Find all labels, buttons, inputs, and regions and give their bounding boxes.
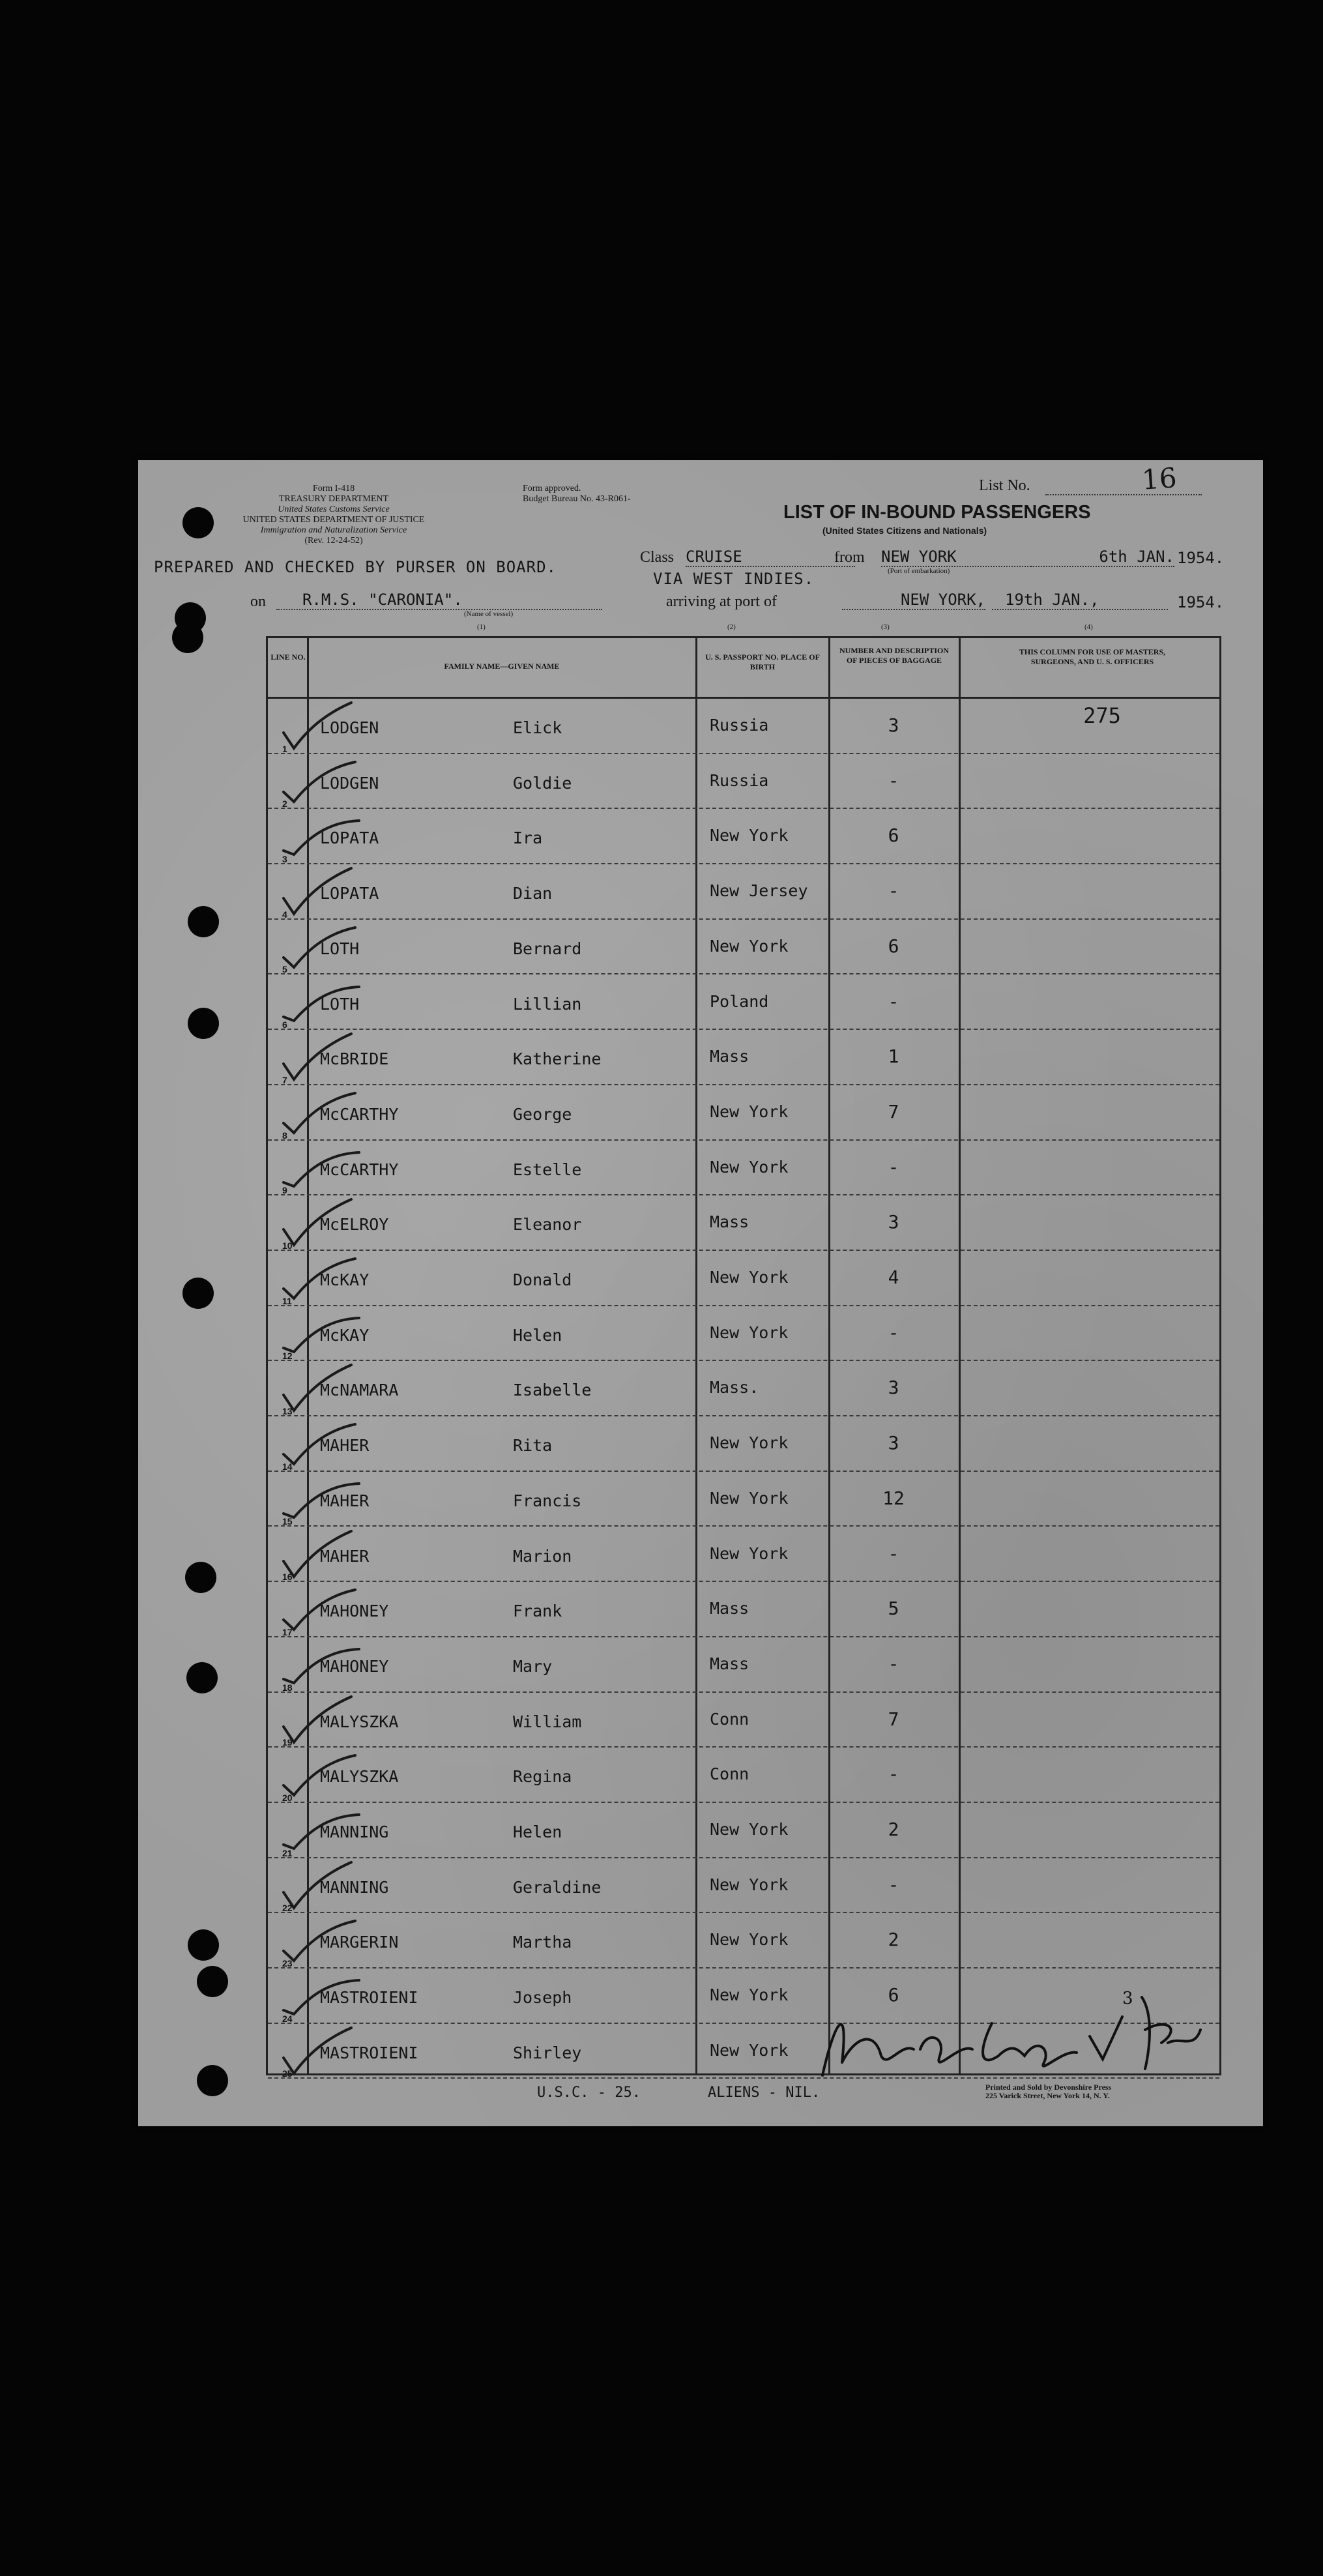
col-header-passport: U. S. PASSPORT NO. PLACE OF BIRTH (705, 652, 820, 671)
col-2-number: (2) (727, 623, 736, 631)
place-of-birth: New York (710, 826, 789, 845)
place-of-birth: New Jersey (710, 881, 808, 901)
table-row (268, 1251, 1219, 1306)
place-of-birth: New York (710, 1820, 789, 1839)
vessel-note: (Name of vessel) (464, 610, 514, 618)
col-header-line-no: LINE NO. (270, 652, 306, 662)
family-name: McNAMARA (320, 1381, 399, 1400)
place-of-birth: Mass (710, 1047, 749, 1066)
baggage-count: 3 (888, 1211, 899, 1233)
binder-hole (182, 1278, 214, 1309)
svg-text:3: 3 (1122, 1989, 1133, 2008)
family-name: MAHER (320, 1436, 370, 1456)
table-row (268, 1693, 1219, 1748)
place-of-birth: Conn (710, 1764, 749, 1784)
family-name: LODGEN (320, 773, 379, 793)
place-of-birth: Mass (710, 1654, 749, 1673)
baggage-count: 7 (888, 1708, 899, 1730)
printer-line-1: Printed and Sold by Devonshire Press (985, 2083, 1112, 2092)
from-label: from (834, 549, 865, 566)
table-row (268, 1472, 1219, 1527)
binder-hole (186, 1662, 218, 1693)
given-name: Joseph (513, 1988, 572, 2008)
form-approval (523, 484, 631, 505)
year-prefix: 19 (1177, 593, 1196, 611)
col-header-baggage: NUMBER AND DESCRIPTION OF PIECES OF BAGGAGE (839, 646, 950, 665)
prepared-line: PREPARED AND CHECKED BY PURSER ON BOARD. (154, 558, 557, 576)
given-name: Mary (513, 1656, 553, 1676)
table-row (268, 1361, 1219, 1416)
family-name: LOPATA (320, 884, 379, 903)
given-name: Goldie (513, 773, 572, 793)
year-prefix: 19 (1177, 549, 1196, 567)
approved-label: Form approved. (523, 484, 581, 493)
table-row (268, 1416, 1219, 1472)
given-name: William (513, 1712, 582, 1731)
baggage-count: 2 (888, 1929, 899, 1951)
line-number: 25 (282, 2068, 293, 2079)
line-number: 22 (282, 1903, 293, 1914)
justice-label: UNITED STATES DEPARTMENT OF JUSTICE (242, 515, 425, 525)
family-name: LODGEN (320, 718, 379, 737)
line-number: 8 (282, 1130, 287, 1141)
vessel-name: R.M.S. "CARONIA". (276, 591, 602, 610)
table-row (268, 864, 1219, 920)
table-row (268, 1195, 1219, 1251)
line-number: 23 (282, 1958, 293, 1969)
manifest-title: LIST OF IN-BOUND PASSENGERS (783, 502, 1091, 523)
given-name: Geraldine (513, 1877, 602, 1897)
line-number: 12 (282, 1351, 293, 1362)
place-of-birth: Russia (710, 770, 769, 790)
baggage-count: 6 (888, 1984, 899, 2006)
given-name: Donald (513, 1270, 572, 1289)
given-name: Marion (513, 1546, 572, 1566)
family-name: McCARTHY (320, 1160, 399, 1179)
col-header-officers: THIS COLUMN FOR USE OF MASTERS, SURGEONS, AND U. S. OFFICERS (1019, 647, 1166, 666)
baggage-count: 2 (888, 1819, 899, 1840)
family-name: MALYSZKA (320, 1712, 399, 1731)
place-of-birth: New York (710, 1157, 789, 1177)
family-name: MARGERIN (320, 1933, 399, 1952)
table-row (268, 1913, 1219, 1969)
table-row (268, 809, 1219, 864)
family-name: MANNING (320, 1877, 389, 1897)
place-of-birth: New York (710, 1985, 789, 2005)
table-row (268, 1803, 1219, 1858)
line-number: 7 (282, 1074, 287, 1085)
manifest-subtitle: (United States Citizens and Nationals) (822, 525, 987, 536)
depart-year (1177, 549, 1224, 567)
line-number: 18 (282, 1682, 293, 1693)
family-name: McKAY (320, 1270, 370, 1289)
family-name: McCARTHY (320, 1104, 399, 1124)
customs-label: United States Customs Service (278, 505, 390, 514)
given-name: George (513, 1104, 572, 1124)
revision-label: (Rev. 12-24-52) (304, 536, 363, 546)
via-line: VIA WEST INDIES. (653, 570, 815, 588)
family-name: MAHONEY (320, 1602, 389, 1621)
form-number: Form I-418 (312, 484, 355, 493)
place-of-birth: New York (710, 1433, 789, 1453)
family-name: MAHER (320, 1491, 370, 1510)
passenger-table (266, 636, 1221, 2079)
line-number: 16 (282, 1572, 293, 1583)
place-of-birth: Poland (710, 991, 769, 1011)
on-label: on (250, 593, 266, 610)
baggage-count: - (888, 1763, 899, 1785)
list-no-line (1045, 494, 1202, 495)
treasury-label: TREASURY DEPARTMENT (278, 494, 389, 504)
place-of-birth: Mass. (710, 1378, 759, 1398)
table-row (268, 1030, 1219, 1085)
line-number: 1 (282, 743, 287, 754)
manifest-page (138, 460, 1263, 2126)
given-name: Dian (513, 884, 553, 903)
list-no-label: List No. (979, 477, 1030, 494)
baggage-count: 4 (888, 1266, 899, 1288)
from-value: NEW YORK (881, 548, 1031, 567)
place-of-birth: New York (710, 1544, 789, 1563)
year-suffix: 54. (1195, 549, 1225, 567)
baggage-count: 6 (888, 935, 899, 957)
table-row (268, 1637, 1219, 1693)
given-name: Shirley (513, 2043, 582, 2062)
line-number: 17 (282, 1626, 293, 1637)
baggage-count: 7 (888, 1100, 899, 1122)
line-number: 14 (282, 1461, 293, 1472)
place-of-birth: New York (710, 1323, 789, 1342)
family-name: LOPATA (320, 828, 379, 848)
family-name: LOTH (320, 939, 360, 958)
baggage-count: 5 (888, 1598, 899, 1620)
line-number: 3 (282, 854, 287, 865)
given-name: Ira (513, 828, 543, 848)
table-row (268, 975, 1219, 1031)
family-name: McKAY (320, 1325, 370, 1345)
binder-hole (182, 507, 214, 538)
family-name: LOTH (320, 994, 360, 1014)
list-no-value: 16 (1141, 461, 1178, 496)
binder-hole (188, 1008, 219, 1039)
col-4-number: (4) (1084, 623, 1093, 631)
baggage-count: 6 (888, 825, 899, 847)
baggage-count: - (888, 1873, 899, 1895)
budget-label: Budget Bureau No. 43-R061- (523, 494, 631, 504)
footer-usc: U.S.C. - 25. (537, 2085, 641, 2101)
arrive-year (1177, 593, 1224, 611)
baggage-count: - (888, 1652, 899, 1675)
baggage-count: 3 (888, 714, 899, 736)
table-row (268, 1527, 1219, 1583)
given-name: Elick (513, 718, 562, 737)
line-number: 10 (282, 1240, 293, 1251)
ins-label: Immigration and Naturalization Service (260, 525, 407, 535)
given-name: Eleanor (513, 1215, 582, 1235)
family-name: McBRIDE (320, 1049, 389, 1069)
baggage-count: - (888, 769, 899, 791)
line-number: 15 (282, 1516, 293, 1527)
given-name: Estelle (513, 1160, 582, 1179)
form-agency-block (236, 484, 431, 546)
given-name: Isabelle (513, 1381, 592, 1400)
place-of-birth: Mass (710, 1212, 749, 1232)
family-name: MAHONEY (320, 1656, 389, 1676)
baggage-count: - (888, 880, 899, 902)
printer-line-2: 225 Varick Street, New York 14, N. Y. (985, 2091, 1110, 2100)
place-of-birth: New York (710, 1875, 789, 1894)
line-number: 9 (282, 1185, 287, 1196)
line-number: 21 (282, 1847, 293, 1858)
baggage-count: 1 (888, 1046, 899, 1068)
binder-hole (197, 2065, 228, 2096)
table-row (268, 920, 1219, 975)
baggage-count: - (888, 1156, 899, 1178)
col-1-number: (1) (477, 623, 486, 631)
given-name: Frank (513, 1602, 562, 1621)
place-of-birth: New York (710, 2040, 789, 2060)
arrive-port: NEW YORK, (842, 591, 985, 610)
place-of-birth: New York (710, 1268, 789, 1287)
line-number: 24 (282, 2013, 293, 2024)
given-name: Helen (513, 1822, 562, 1841)
footer-aliens: ALIENS - NIL. (708, 2085, 821, 2101)
baggage-count: 12 (882, 1487, 905, 1509)
table-row (268, 1748, 1219, 1803)
family-name: MANNING (320, 1822, 389, 1841)
table-row (268, 1582, 1219, 1637)
col-header-name: FAMILY NAME—GIVEN NAME (444, 662, 560, 671)
table-row (268, 1306, 1219, 1362)
place-of-birth: Russia (710, 716, 769, 735)
baggage-count: 3 (888, 1377, 899, 1399)
baggage-count: 3 (888, 1432, 899, 1454)
place-of-birth: New York (710, 1930, 789, 1950)
col-3-number: (3) (881, 623, 890, 631)
line-number: 4 (282, 909, 287, 920)
line-number: 13 (282, 1406, 293, 1417)
printer-imprint (985, 2083, 1111, 2100)
table-row (268, 1085, 1219, 1141)
binder-hole (197, 1966, 228, 1997)
place-of-birth: New York (710, 1488, 789, 1508)
given-name: Bernard (513, 939, 582, 958)
line-number: 20 (282, 1792, 293, 1803)
officer-note: 275 (1083, 703, 1121, 728)
family-name: MALYSZKA (320, 1767, 399, 1787)
given-name: Martha (513, 1933, 572, 1952)
table-row (268, 1858, 1219, 1914)
binder-hole (185, 1562, 216, 1593)
family-name: MASTROIENI (320, 2043, 418, 2062)
line-number: 6 (282, 1019, 287, 1031)
family-name: MASTROIENI (320, 1988, 418, 2008)
baggage-count: - (888, 1321, 899, 1343)
line-number: 19 (282, 1737, 293, 1748)
baggage-count: - (888, 1542, 899, 1564)
class-value: CRUISE (686, 548, 855, 567)
binder-hole (172, 622, 203, 653)
place-of-birth: Conn (710, 1709, 749, 1729)
family-name: MAHER (320, 1546, 370, 1566)
inspector-signature (816, 1978, 1207, 2095)
given-name: Regina (513, 1767, 572, 1787)
year-suffix: 54. (1195, 593, 1225, 611)
binder-hole (188, 906, 219, 937)
class-label: Class (640, 549, 675, 566)
family-name: McELROY (320, 1215, 389, 1235)
place-of-birth: Mass (710, 1599, 749, 1618)
place-of-birth: New York (710, 936, 789, 956)
given-name: Lillian (513, 994, 582, 1014)
given-name: Rita (513, 1436, 553, 1456)
arrive-date: 19th JAN., (992, 591, 1168, 610)
baggage-count: - (888, 990, 899, 1012)
from-note: (Port of embarkation) (888, 567, 950, 575)
line-number: 5 (282, 964, 287, 975)
given-name: Francis (513, 1491, 582, 1510)
place-of-birth: New York (710, 1102, 789, 1121)
binder-hole (188, 1929, 219, 1961)
line-number: 2 (282, 798, 287, 810)
arriving-label: arriving at port of (666, 593, 777, 610)
table-row (268, 754, 1219, 810)
given-name: Katherine (513, 1049, 602, 1069)
depart-date: 6th JAN. (1031, 548, 1174, 567)
table-row (268, 1141, 1219, 1196)
given-name: Helen (513, 1325, 562, 1345)
line-number: 11 (282, 1295, 292, 1306)
